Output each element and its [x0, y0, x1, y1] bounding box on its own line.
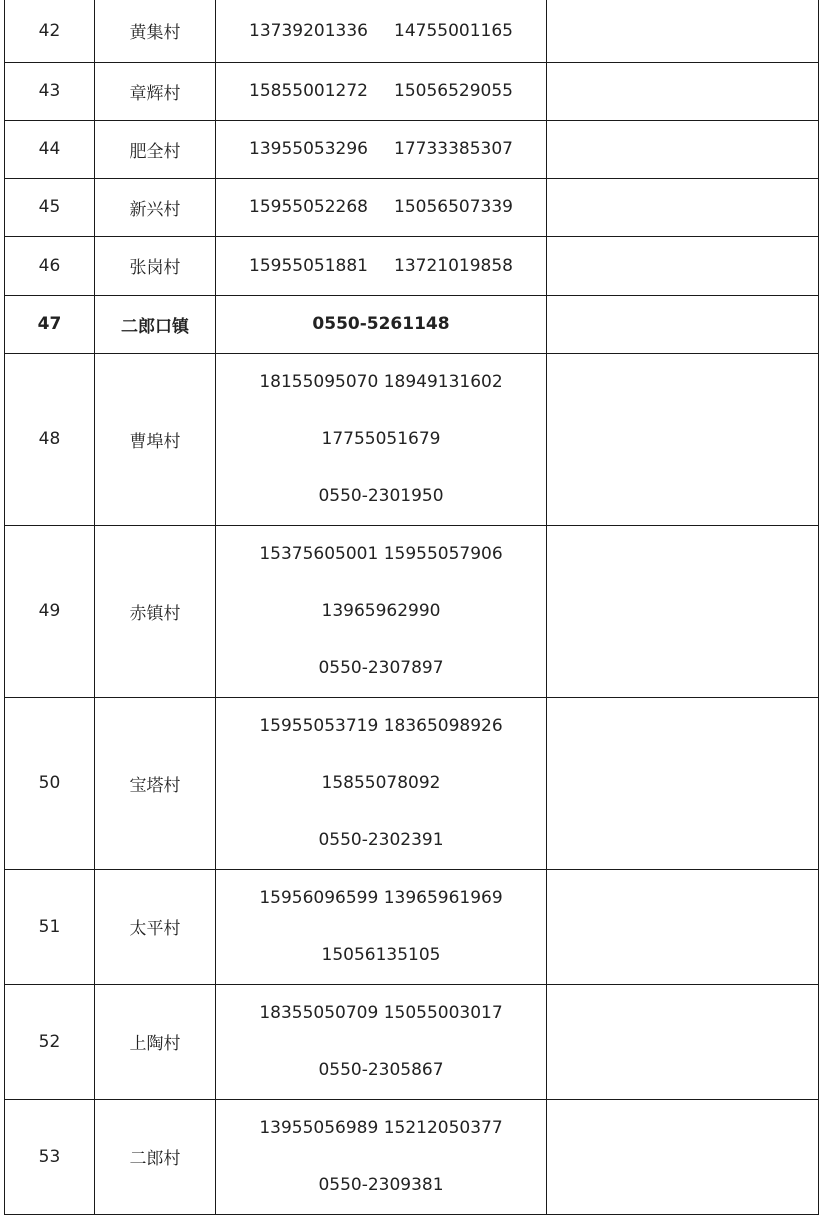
- table-row: [5, 697, 819, 869]
- phone-number: 13721019858: [394, 255, 513, 276]
- remarks-cell: [547, 697, 819, 869]
- phone-cell: [216, 178, 547, 236]
- phone-line: 15375605001 15955057906: [259, 543, 503, 564]
- phone-cell: [216, 1099, 547, 1214]
- remarks-cell: [547, 236, 819, 295]
- phone-line: 0550-2302391: [318, 829, 444, 850]
- village-name: 肥全村: [95, 120, 216, 178]
- table-row: [5, 0, 819, 62]
- table-row: [5, 236, 819, 295]
- village-name: 太平村: [95, 869, 216, 984]
- phone-line: 0550-2307897: [318, 657, 444, 678]
- table-row: [5, 353, 819, 525]
- row-number: 43: [5, 62, 95, 120]
- remarks-cell: [547, 295, 819, 353]
- village-name: 章辉村: [95, 62, 216, 120]
- phone-number: 13955053296: [249, 139, 368, 159]
- remarks-cell: [547, 984, 819, 1099]
- row-number: 44: [5, 120, 95, 178]
- row-number: 47: [5, 295, 95, 353]
- row-number: 52: [5, 984, 95, 1099]
- phone-cell: [216, 0, 547, 62]
- phone-number: 15056507339: [394, 197, 513, 217]
- table-row: [5, 1099, 819, 1214]
- phone-cell: [216, 120, 547, 178]
- table-row: [5, 178, 819, 236]
- village-name: 赤镇村: [95, 525, 216, 697]
- row-number: 45: [5, 178, 95, 236]
- phone-cell: [216, 869, 547, 984]
- phone-cell: [216, 236, 547, 295]
- phone-number: 15955051881: [249, 255, 368, 276]
- phone-line: 15056135105: [321, 944, 441, 965]
- row-number: 50: [5, 697, 95, 869]
- row-number: 42: [5, 0, 95, 62]
- village-name: 上陶村: [95, 984, 216, 1099]
- phone-line: 0550-2301950: [318, 485, 444, 506]
- village-name: 宝塔村: [95, 697, 216, 869]
- phone-number: 0550-5261148: [312, 314, 450, 334]
- remarks-cell: [547, 353, 819, 525]
- phone-line: 13955056989 15212050377: [259, 1117, 503, 1138]
- remarks-cell: [547, 62, 819, 120]
- phone-line: 0550-2305867: [318, 1059, 444, 1080]
- row-number: 51: [5, 869, 95, 984]
- phone-number: 15855001272: [249, 81, 368, 101]
- phone-number: 15056529055: [394, 81, 513, 101]
- village-name: 新兴村: [95, 178, 216, 236]
- village-name: 张岗村: [95, 236, 216, 295]
- phone-number: 15955052268: [249, 197, 368, 217]
- village-name: 黄集村: [95, 0, 216, 62]
- phone-line: 13965962990: [321, 600, 441, 621]
- phone-line: 18355050709 15055003017: [259, 1002, 503, 1023]
- remarks-cell: [547, 1099, 819, 1214]
- row-number: 49: [5, 525, 95, 697]
- table-row: [5, 525, 819, 697]
- phone-number: 14755001165: [394, 20, 513, 41]
- phone-cell: [216, 697, 547, 869]
- phone-line: 17755051679: [321, 428, 441, 449]
- phone-cell: [216, 525, 547, 697]
- row-number: 46: [5, 236, 95, 295]
- phone-number: 17733385307: [394, 139, 513, 159]
- contact-table: [4, 0, 819, 1215]
- phone-cell: [216, 984, 547, 1099]
- remarks-cell: [547, 525, 819, 697]
- phone-line: 15956096599 13965961969: [259, 887, 503, 908]
- remarks-cell: [547, 178, 819, 236]
- remarks-cell: [547, 0, 819, 62]
- table-row: [5, 984, 819, 1099]
- town-name: 二郎口镇: [95, 295, 216, 353]
- phone-number: 13739201336: [249, 20, 368, 41]
- remarks-cell: [547, 120, 819, 178]
- phone-line: 15855078092: [321, 772, 441, 793]
- village-name: 曹埠村: [95, 353, 216, 525]
- phone-line: 0550-2309381: [318, 1174, 444, 1195]
- phone-cell: [216, 295, 547, 353]
- table-row: [5, 120, 819, 178]
- table-row: [5, 62, 819, 120]
- phone-line: 15955053719 18365098926: [259, 715, 503, 736]
- remarks-cell: [547, 869, 819, 984]
- phone-cell: [216, 353, 547, 525]
- row-number: 48: [5, 353, 95, 525]
- phone-line: 18155095070 18949131602: [259, 371, 503, 392]
- table-row: [5, 295, 819, 353]
- table-row: [5, 869, 819, 984]
- phone-cell: [216, 62, 547, 120]
- village-name: 二郎村: [95, 1099, 216, 1214]
- row-number: 53: [5, 1099, 95, 1214]
